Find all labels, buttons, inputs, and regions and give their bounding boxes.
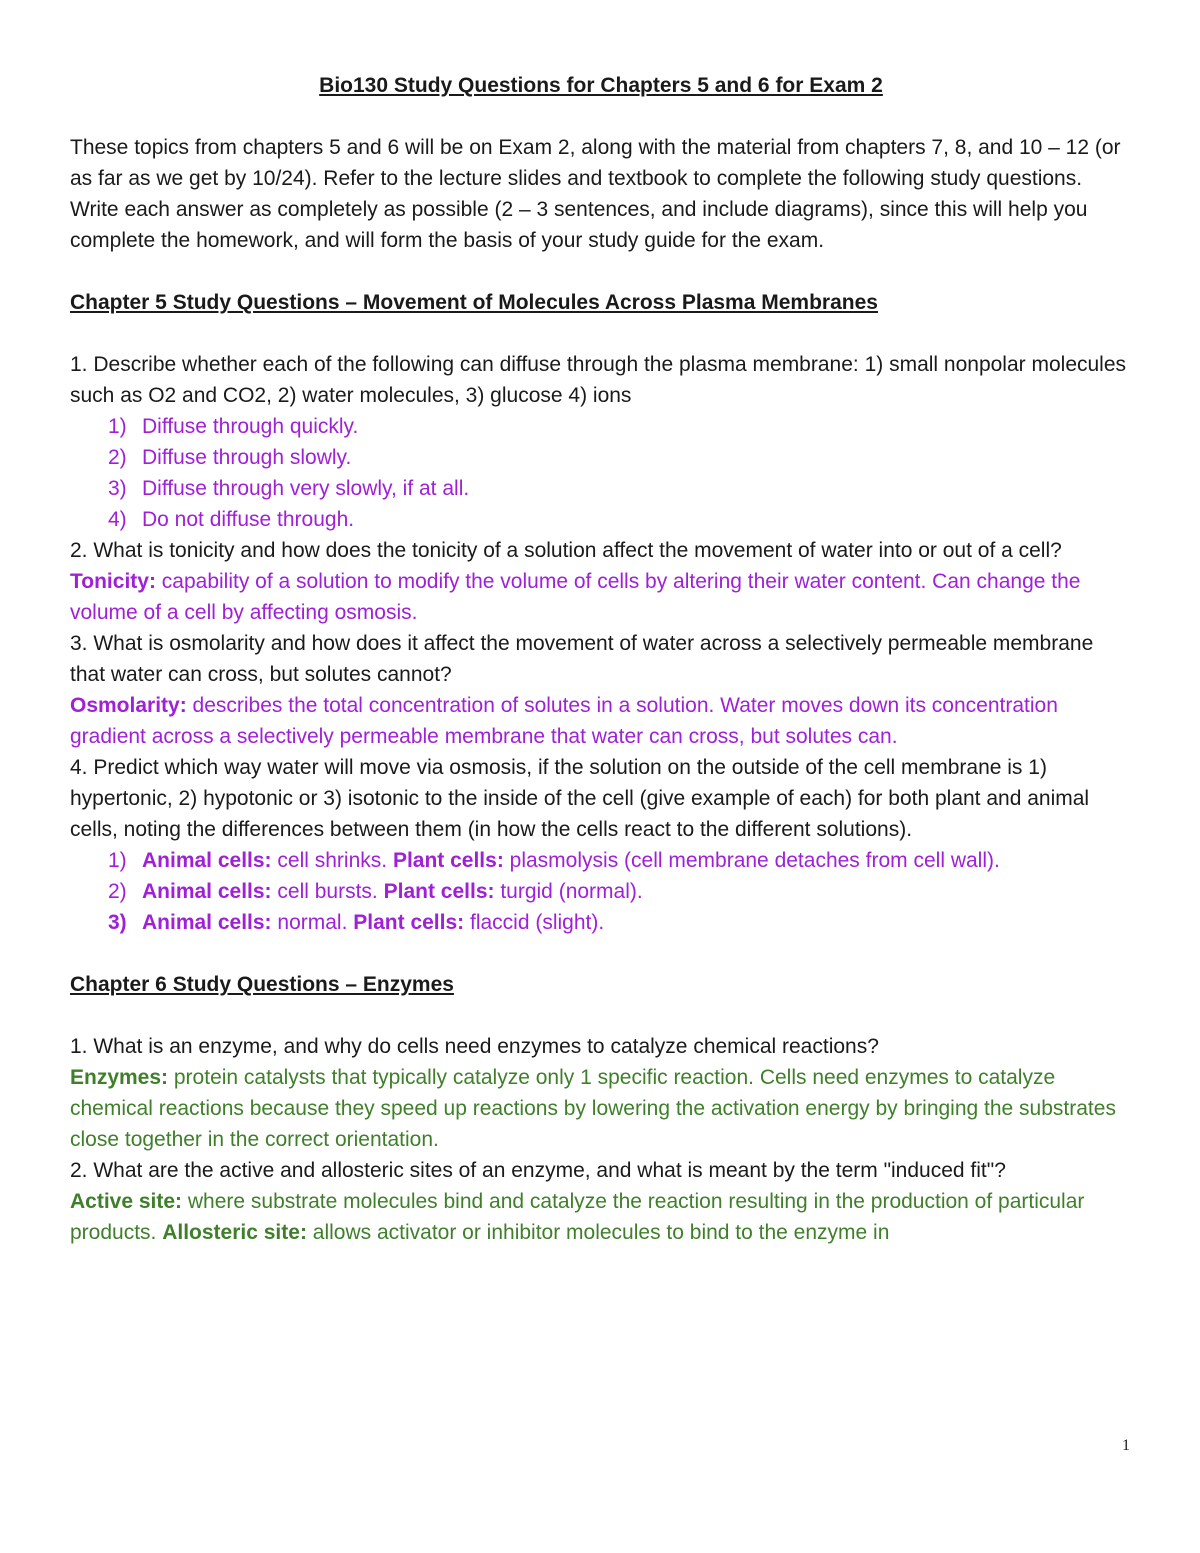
ch6-q2-answer: Active site: where substrate molecules bind and catalyze the reaction resulting in the production of particular products. Allosteric site: allows activator or inhibitor molecules to bind to the enzyme in <box>70 1190 1085 1244</box>
answer-term: Enzymes: <box>70 1066 169 1089</box>
ch6-q1-answer: Enzymes: protein catalysts that typically catalyze only 1 specific reaction. Cells need enzymes to catalyze chemical reactions because they speed up reactions by lowering the activation energy by bringing the substrates close together in the correct orientation. <box>70 1066 1116 1151</box>
page-number: 1 <box>1122 1437 1130 1454</box>
ch5-question-1: 1. Describe whether each of the following can diffuse through the plasma membrane: 1) small nonpolar molecules such as O2 and CO2, 2) water molecules, 3) glucose 4) ions <box>70 353 1127 407</box>
answer-term: Tonicity: <box>70 570 156 593</box>
ch5-question-4: 4. Predict which way water will move via osmosis, if the solution on the outside of the cell membrane is 1) hypertonic, 2) hypotonic or 3) isotonic to the inside of the cell (give example of each) for both plant and animal cells, noting the differences between them (in how the cells react to the different solutions). <box>70 756 1090 841</box>
document-title: Bio130 Study Questions for Chapters 5 and 6 for Exam 2 <box>319 74 883 97</box>
document-page <box>70 70 1132 1248</box>
list-item: 3) Diffuse through very slowly, if at all. <box>108 477 470 500</box>
list-item: 2) Diffuse through slowly. <box>108 446 352 469</box>
chapter-5-heading: Chapter 5 Study Questions – Movement of Molecules Across Plasma Membranes <box>70 291 878 314</box>
ch5-question-3: 3. What is osmolarity and how does it affect the movement of water across a selectively permeable membrane that water can cross, but solutes cannot? <box>70 632 1094 686</box>
answer-term: Allosteric site: <box>162 1221 307 1244</box>
ch5-q2-answer: Tonicity: capability of a solution to modify the volume of cells by altering their water content. Can change the volume of a cell by affecting osmosis. <box>70 570 1081 624</box>
ch6-question-1: 1. What is an enzyme, and why do cells need enzymes to catalyze chemical reactions? <box>70 1035 879 1058</box>
list-item: 3) Animal cells: normal. Plant cells: flaccid (slight). <box>108 911 605 934</box>
answer-term: Osmolarity: <box>70 694 187 717</box>
ch6-question-2: 2. What are the active and allosteric sites of an enzyme, and what is meant by the term "induced fit"? <box>70 1159 1006 1182</box>
list-item: 1) Animal cells: cell shrinks. Plant cells: plasmolysis (cell membrane detaches from cell wall). <box>108 849 1000 872</box>
intro-paragraph: These topics from chapters 5 and 6 will be on Exam 2, along with the material from chapters 7, 8, and 10 – 12 (or as far as we get by 10/24). Refer to the lecture slides and textbook to complete the following study questions. Write each answer as completely as possible (2 – 3 sentences, and include diagrams), since this will help you complete the homework, and will form the basis of your study guide for the exam. <box>70 136 1121 252</box>
ch5-q3-answer: Osmolarity: describes the total concentration of solutes in a solution. Water moves down its concentration gradient across a selectively permeable membrane that water can cross, but solutes can. <box>70 694 1058 748</box>
ch5-question-2: 2. What is tonicity and how does the tonicity of a solution affect the movement of water into or out of a cell? <box>70 539 1062 562</box>
ch5-q4-answer-list <box>70 845 1132 938</box>
list-item: 1) Diffuse through quickly. <box>108 415 359 438</box>
chapter-6-heading: Chapter 6 Study Questions – Enzymes <box>70 973 454 996</box>
list-item: 4) Do not diffuse through. <box>108 508 355 531</box>
list-item: 2) Animal cells: cell bursts. Plant cells: turgid (normal). <box>108 880 643 903</box>
answer-term: Active site: <box>70 1190 183 1213</box>
ch5-q1-answer-list <box>70 411 1132 535</box>
